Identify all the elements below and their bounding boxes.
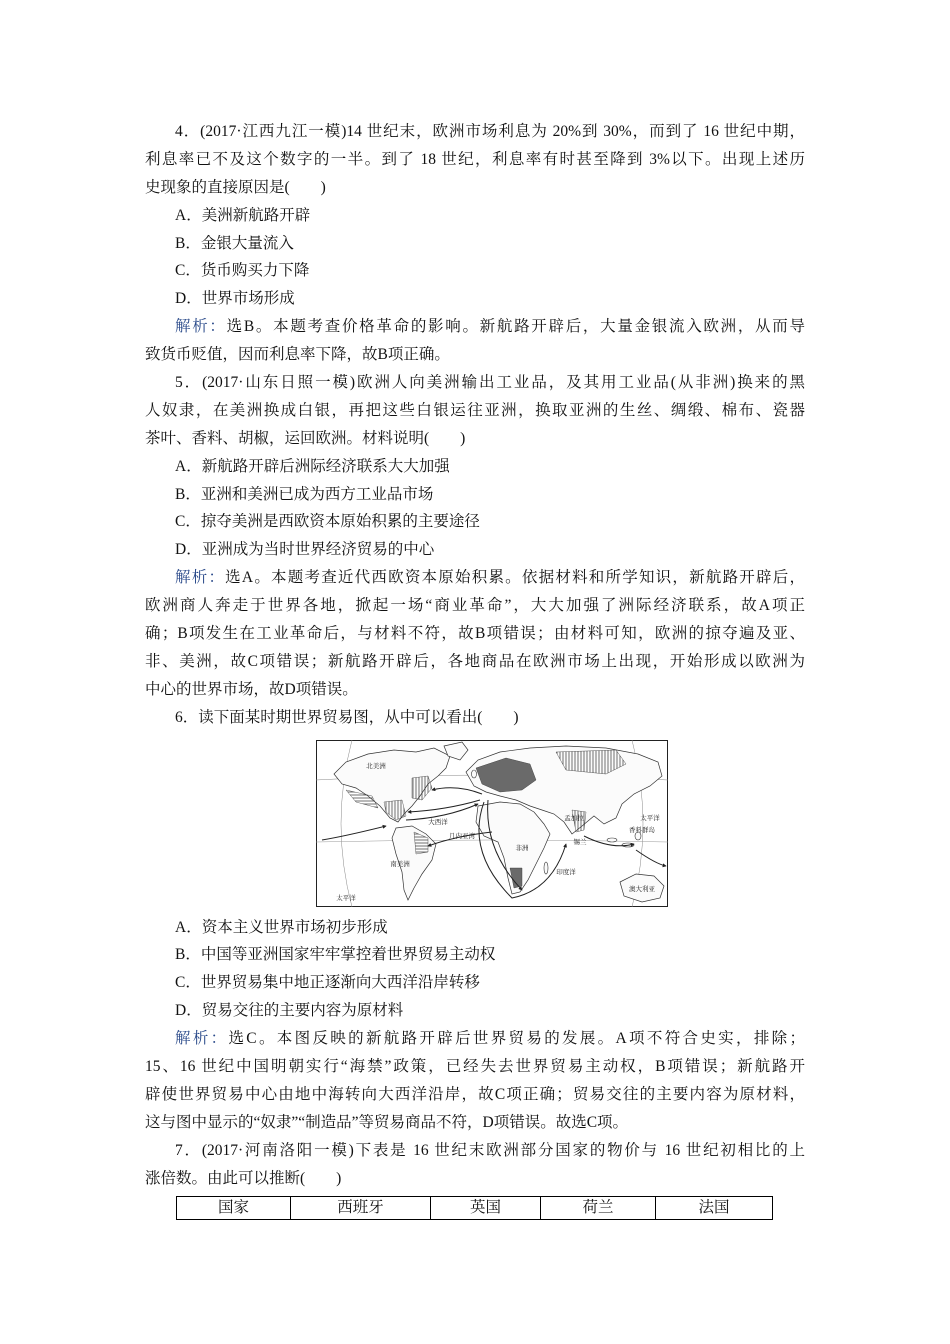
world-trade-map	[316, 740, 668, 907]
q5-analysis-line	[145, 564, 805, 592]
map-label-atlantic: 大西洋	[428, 817, 448, 826]
table-header-country: 国家	[177, 1196, 291, 1219]
q4-option-a: A．美洲新航路开辟	[175, 206, 311, 224]
map-label-south-america: 南美洲	[390, 859, 410, 868]
q7-stem-line: 涨倍数。由此可以推断( )	[145, 1169, 342, 1187]
map-label-ceylon: 锡兰	[573, 837, 587, 846]
world-trade-map-figure	[145, 732, 805, 914]
q5-option-d: D．亚洲成为当时世界经济贸易的中心	[175, 541, 435, 559]
q4-analysis-line: 致货币贬值，因而利息率下降，故B项正确。	[145, 346, 450, 364]
q4-analysis-text: 选B。本题考查价格革命的影响。新航路开辟后，大量金银流入欧洲，从而导	[226, 318, 805, 336]
map-label-spice-islands: 香料群岛	[629, 825, 655, 834]
table-header-france: 法国	[656, 1196, 773, 1219]
q4-stem-line: 史现象的直接原因是( )	[145, 178, 326, 196]
q6-analysis-line: 这与图中显示的“奴隶”“制造品”等贸易商品不符，D项错误。故选C项。	[145, 1113, 629, 1131]
table-header-row	[177, 1196, 773, 1219]
q5-stem-line: 5．(2017·山东日照一模)欧洲人向美洲输出工业品，及其用工业品(从非洲)换来的黑	[175, 374, 805, 392]
q4-stem-line: 4．(2017·江西九江一模)14 世纪末，欧洲市场利息为 20%到 30%，而到了 16 世纪中期，	[175, 123, 805, 140]
q6-option-b: B．中国等亚洲国家牢牢掌控着世界贸易主动权	[175, 946, 496, 964]
q5-analysis-line: 非、美洲，故C项错误；新航路开辟后，各地商品在欧洲市场上出现，开始形成以欧洲为	[145, 652, 805, 670]
q5-option-a: A．新航路开辟后洲际经济联系大大加强	[175, 457, 450, 475]
q4-option-d: D．世界市场形成	[175, 290, 295, 308]
q5-analysis-text: 选A。本题考查近代西欧资本原始积累。依据材料和所学知识，新航路开辟后，	[225, 569, 805, 587]
q6-option-c: C．世界贸易集中地正逐渐向大西洋沿岸转移	[175, 974, 480, 992]
map-island	[607, 838, 617, 842]
q5-analysis-line: 中心的世界市场，故D项错误。	[145, 680, 358, 698]
price-increase-table	[176, 1196, 773, 1220]
table-header-spain: 西班牙	[291, 1196, 431, 1219]
map-label-africa: 非洲	[515, 843, 529, 852]
table-header-netherlands: 荷兰	[541, 1196, 656, 1219]
q5-stem-line: 茶叶、香料、胡椒，运回欧洲。材料说明( )	[145, 429, 466, 447]
map-label-pacific-east: 太平洋	[640, 813, 660, 822]
q5-option-b: B．亚洲和美洲已成为西方工业品市场	[175, 485, 434, 503]
map-label-bengal: 孟加拉	[564, 813, 584, 822]
q6-analysis-line: 辟使世界贸易中心由地中海转向大西洋沿岸，故C项正确；贸易交往的主要内容为原材料，	[145, 1085, 805, 1103]
q4-analysis-line	[145, 313, 805, 341]
table-header-england: 英国	[431, 1196, 541, 1219]
q6-option-d: D．贸易交往的主要内容为原材料	[175, 1002, 404, 1020]
q4-option-c: C．货币购买力下降	[175, 262, 310, 280]
map-madagascar	[544, 862, 548, 874]
q6-analysis-text: 选C。本图反映的新航路开辟后世界贸易的发展。A项不符合史实，排除；	[228, 1030, 805, 1048]
map-label-north-america: 北美洲	[366, 761, 386, 770]
q5-analysis-line: 确；B项发生在工业革命后，与材料不符，故B项错误；由材料可知，欧洲的掠夺遍及亚、	[145, 625, 805, 643]
map-britain	[472, 770, 477, 778]
q4-option-b: B．金银大量流入	[175, 234, 294, 252]
q5-option-c: C．掠夺美洲是西欧资本原始积累的主要途径	[175, 513, 480, 531]
q5-stem-line: 人奴隶，在美洲换成白银，再把这些白银运往亚洲，换取亚洲的生丝、绸缎、棉布、瓷器	[145, 401, 805, 419]
q6-stem-line: 6．读下面某时期世界贸易图，从中可以看出( )	[175, 708, 519, 726]
map-label-gulf-of-guinea: 几内亚湾	[449, 831, 475, 840]
q6-option-a: A．资本主义世界市场初步形成	[175, 918, 388, 936]
document-body	[145, 118, 805, 1220]
q5-analysis-label: 解析：	[175, 569, 226, 587]
map-label-indian-ocean: 印度洋	[556, 867, 576, 876]
q6-analysis-line: 15、16 世纪中国明朝实行“海禁”政策，已经失去世界贸易主动权，B项错误；新航路开	[145, 1058, 805, 1076]
map-label-australia: 澳大利亚	[629, 884, 655, 893]
map-label-pacific-west: 太平洋	[336, 893, 356, 902]
q5-analysis-line: 欧洲商人奔走于世界各地，掀起一场“商业革命”，大大加强了洲际经济联系，故A项正	[145, 597, 805, 615]
q4-stem-line: 利息率已不及这个数字的一半。到了 18 世纪，利息率有时甚至降到 3%以下。出现上述历	[145, 150, 805, 168]
q4-analysis-label: 解析：	[175, 318, 227, 336]
q7-stem-line: 7．(2017·河南洛阳一模)下表是 16 世纪末欧洲部分国家的物价与 16 世纪初相比的上	[175, 1141, 805, 1159]
q6-analysis-label: 解析：	[175, 1030, 229, 1048]
q6-analysis-line	[145, 1025, 805, 1053]
